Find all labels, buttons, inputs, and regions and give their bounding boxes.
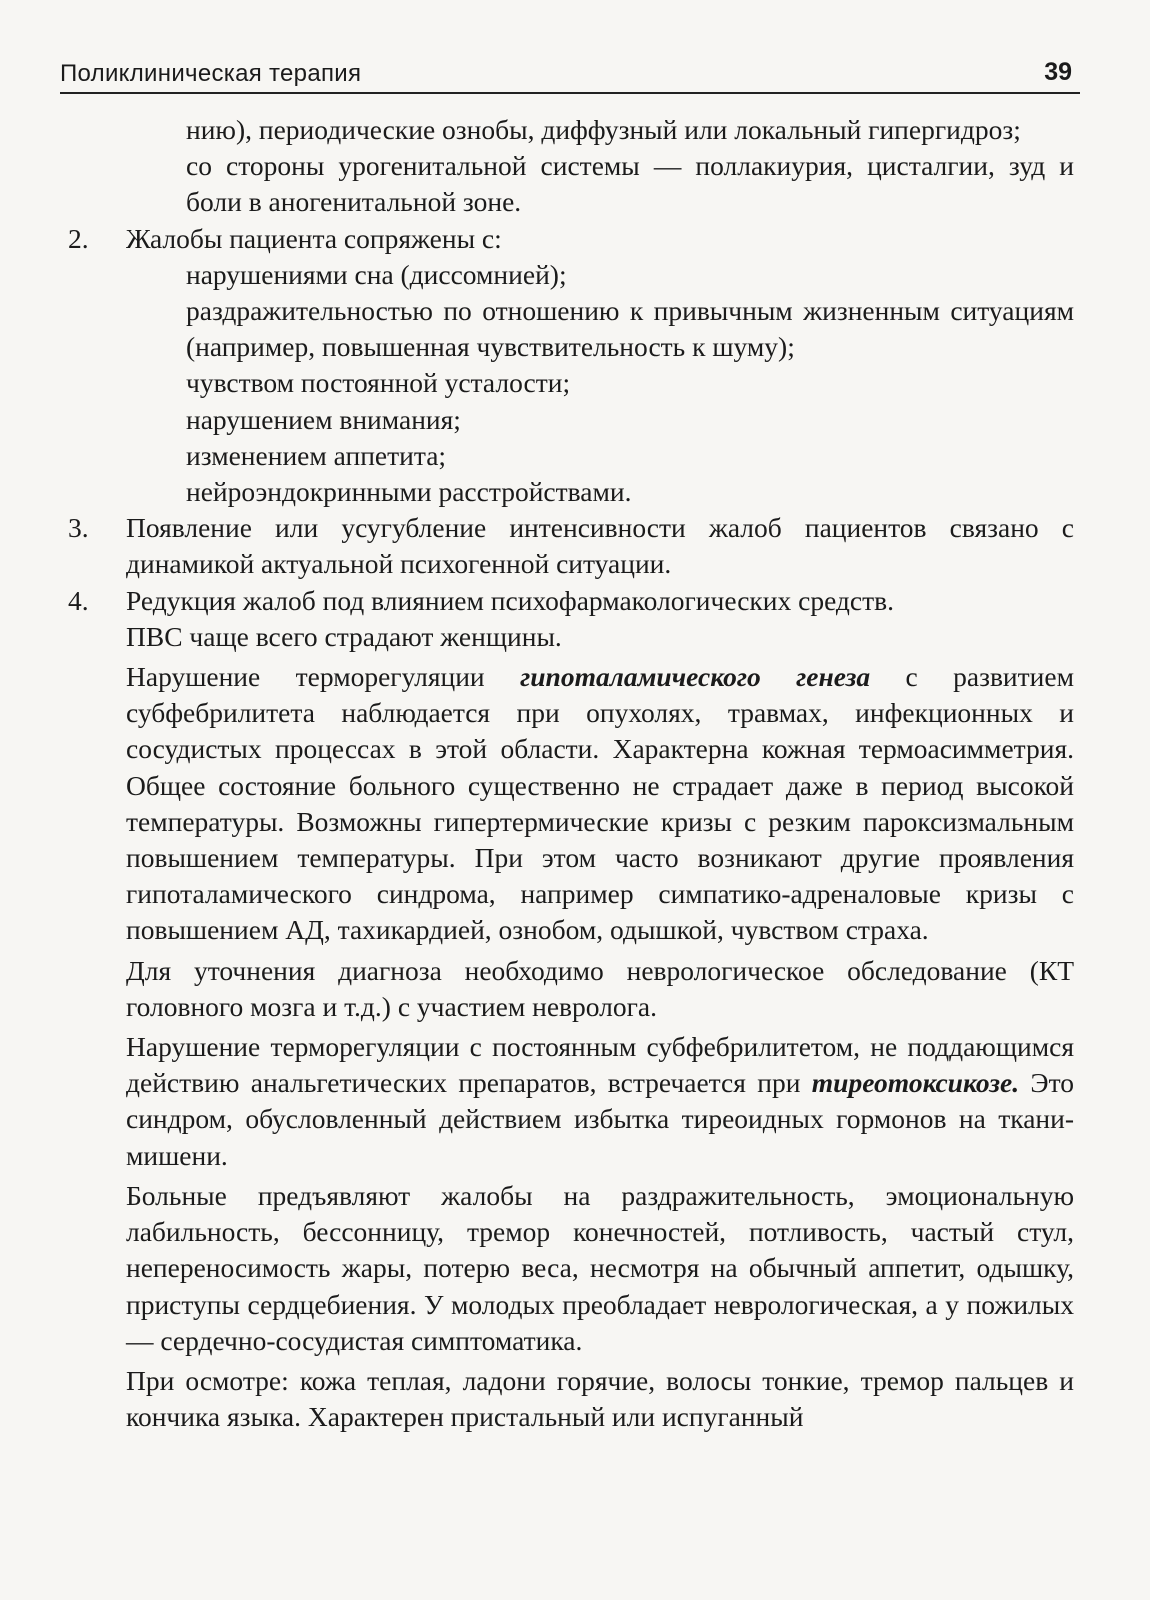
item-text: Появление или усугубление интенсивности жалоб пациентов связано с динамикой актуальной психогенной ситуации. bbox=[126, 512, 1074, 580]
text-run: с развитием субфебрилитета наблюдается при опухолях, травмах, инфекционных и сосудистых процессах в этой области. Характерна кожная термоасимметрия. Общее состояние больного существенно не страдает даже в период высокой температуры. Возможны гипертермические кризы с резким пароксизмальным повышением температуры. При этом часто возникают другие проявления гипоталамического синдрома, например симпатико-адреналовые кризы с повышением АД, тахикардией, ознобом, одышкой, чувством страха. bbox=[126, 661, 1074, 946]
list-item: чувством постоянной усталости; bbox=[186, 367, 571, 399]
text-run: Нарушение терморегуляции с постоянным субфебрилитетом, не поддающимся действию анальгетических препаратов, встречается при bbox=[126, 1031, 1074, 1099]
list-item: со стороны урогенитальной системы — поллакиурия, цисталгии, зуд и боли в аногенитальной зоне. bbox=[186, 150, 1074, 218]
paragraph-complaints: Больные предъявляют жалобы на раздражительность, эмоциональную лабильность, бессонницу, тремор конечностей, потливость, частый стул, непереносимость жары, потерю веса, несмотря на обычный аппетит, одышку, приступы сердцебиения. У молодых преобладает неврологическая, а у пожилых — сердечно-сосудистая симптоматика. bbox=[126, 1179, 1074, 1356]
text-run: Нарушение терморегуляции bbox=[126, 661, 521, 693]
paragraph-diagnosis: Для уточнения диагноза необходимо неврологическое обследование (КТ головного мозга и т.д.) с участием невролога. bbox=[126, 954, 1074, 1022]
emphasis-term: гипоталамического генеза bbox=[520, 661, 871, 693]
list-item: нарушением внимания; bbox=[186, 403, 461, 435]
header-title: Поликлиническая терапия bbox=[60, 60, 362, 87]
list-item: нарушениями сна (диссомнией); bbox=[186, 258, 567, 290]
page-number: 39 bbox=[1044, 58, 1072, 86]
item-number: 3. bbox=[68, 512, 89, 544]
numbered-item-4 bbox=[68, 583, 1074, 619]
list-item: нейроэндокринными расстройствами. bbox=[186, 476, 632, 508]
item-number: 2. bbox=[68, 222, 89, 254]
paragraph-hypothalamic bbox=[126, 659, 1074, 949]
emphasis-term: тиреотоксикозе. bbox=[811, 1067, 1020, 1099]
text-body bbox=[68, 112, 1074, 1435]
list-item: раздражительностью по отношению к привычным жизненным ситуациям (например, повышенная чувствительность к шуму); bbox=[186, 295, 1074, 363]
item-number: 4. bbox=[68, 584, 89, 616]
running-header bbox=[60, 58, 1080, 94]
item-text: Редукция жалоб под влиянием психофармакологических средств. bbox=[126, 584, 894, 616]
numbered-item-2 bbox=[68, 221, 1074, 257]
list-item: нию), периодические ознобы, диффузный или локальный гипергидроз; bbox=[186, 114, 1021, 145]
pvs-line: ПВС чаще всего страдают женщины. bbox=[126, 620, 562, 652]
text-run: Это синдром, обусловленный действием избытка тиреоидных гормонов на ткани-мишени. bbox=[126, 1067, 1074, 1171]
paragraph-examination: При осмотре: кожа теплая, ладони горячие, волосы тонкие, тремор пальцев и кончика языка. Характерен пристальный или испуганный bbox=[126, 1364, 1074, 1433]
complaints-sublist bbox=[126, 257, 1074, 510]
numbered-item-3 bbox=[68, 510, 1074, 582]
paragraph-thyrotoxicosis bbox=[126, 1029, 1074, 1174]
item-text: Жалобы пациента сопряжены с: bbox=[126, 222, 502, 254]
list-item: изменением аппетита; bbox=[186, 439, 447, 471]
symptom-list-tail bbox=[126, 112, 1074, 221]
